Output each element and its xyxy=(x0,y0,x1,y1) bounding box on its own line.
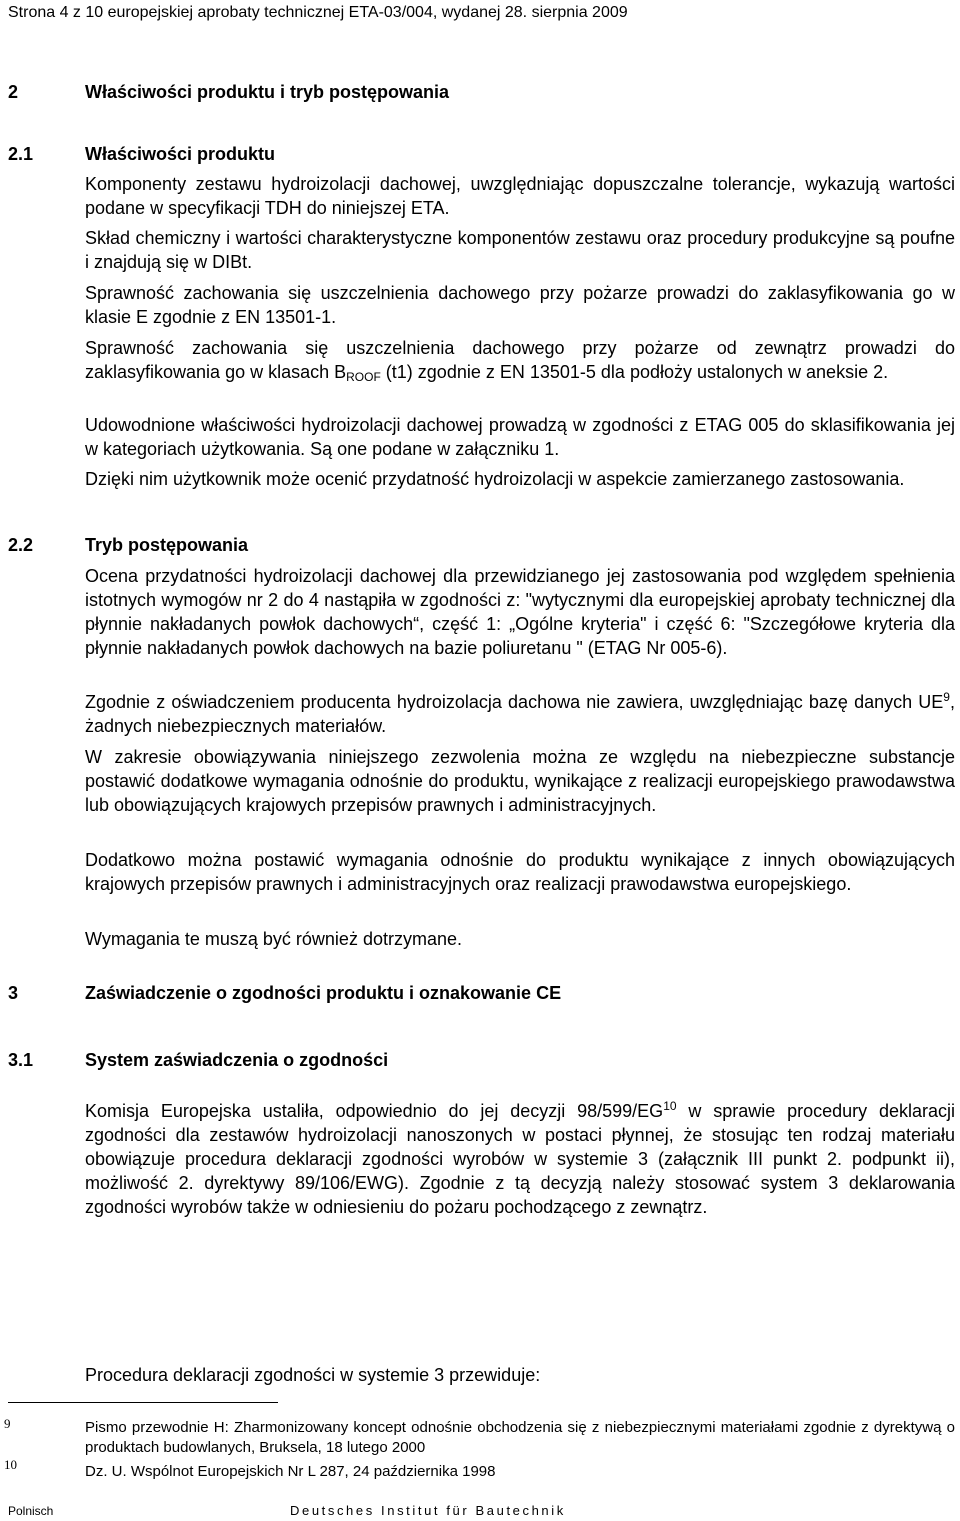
footer-institute: Deutsches Institut für Bautechnik xyxy=(290,1503,566,1518)
paragraph: Sprawność zachowania się uszczelnienia dachowego przy pożarze prowadzi do zaklasyfikowania go w klasie E zgodnie z EN 13501-1. xyxy=(85,283,955,327)
section-number: 2.2 xyxy=(8,535,34,555)
section-number: 3.1 xyxy=(8,1050,34,1070)
paragraph: W zakresie obowiązywania niniejszego zezwolenia można ze względu na niebezpieczne substancje postawić dodatkowe wymagania odnośnie do produktu, wynikające z realizacji europejskiego prawodawstwa lub obowiązujących krajowych przepisów prawnych i administracyjnych. xyxy=(85,747,955,815)
section-number: 3 xyxy=(8,983,19,1003)
paragraph xyxy=(85,1099,955,1219)
footnote-text: Pismo przewodnie H: Zharmonizowany koncept odnośnie obchodzenia się z niebezpiecznymi materiałami zgodnie z dyrektywą o produktach budowlanych, Bruksela, 18 lutego 2000 xyxy=(85,1419,955,1456)
section-title: Właściwości produktu xyxy=(85,144,276,164)
footnote-separator xyxy=(8,1402,278,1403)
footer-language: Polnisch xyxy=(8,1504,54,1518)
paragraph: Komponenty zestawu hydroizolacji dachowej, uwzględniając dopuszczalne tolerancje, wykazują wartości podane w specyfikacji TDH do niniejszej ETA. xyxy=(85,174,955,218)
paragraph: Dodatkowo można postawić wymagania odnośnie do produktu wynikające z innych obowiązujących krajowych przepisów prawnych i administracyjnych oraz realizacji prawodawstwa europejskiego. xyxy=(85,850,955,894)
paragraph-text: Komisja Europejska ustaliła, odpowiednio do jej decyzji 98/599/EG xyxy=(85,1101,664,1121)
paragraph: Udowodnione właściwości hydroizolacji dachowej prowadzą w zgodności z ETAG 005 do sklasifikowania jej w kategoriach użytkowania. Są one podane w załączniku 1. xyxy=(85,415,955,459)
page-header: Strona 4 z 10 europejskiej aprobaty technicznej ETA-03/004, wydanej 28. sierpnia 2009 xyxy=(8,4,628,21)
footnote-number: 10 xyxy=(4,1457,17,1472)
paragraph-text: (t1) zgodnie z EN 13501-5 dla podłoży ustalonych w aneksie 2. xyxy=(380,362,889,382)
paragraph xyxy=(85,690,955,738)
section-title: Zaświadczenie o zgodności produktu i oznakowanie CE xyxy=(85,983,562,1003)
paragraph: Wymagania te muszą być również dotrzymane. xyxy=(85,929,462,949)
paragraph-text: w sprawie procedury deklaracji zgodności dla zestawów hydroizolacji nanoszonych w postaci płynnej, że stosując ten rodzaj materiału obowiązuje procedura deklaracji zgodności wyrobów w systemie 3 (załącznik III punkt 2. podpunkt ii), możliwość 2. dyrektywy 89/106/EWG). Zgodnie z tą decyzją należy stosować system 3 deklarowania zgodności wyrobów także w odniesieniu do pożaru pochodzącego z zewnątrz. xyxy=(85,1101,956,1217)
section-title: System zaświadczenia o zgodności xyxy=(85,1050,389,1070)
paragraph-text: Zgodnie z oświadczeniem producenta hydroizolacja dachowa nie zawiera, uwzględniając bazę danych UE xyxy=(85,692,944,712)
paragraph: Dzięki nim użytkownik może ocenić przydatność hydroizolacji w aspekcie zamierzanego zastosowania. xyxy=(85,469,905,489)
section-title: Tryb postępowania xyxy=(85,535,249,555)
paragraph-text: , żadnych niebezpiecznych materiałów. xyxy=(85,692,955,736)
section-number: 2.1 xyxy=(8,144,34,164)
footnote-text: Dz. U. Wspólnot Europejskich Nr L 287, 24 października 1998 xyxy=(85,1463,496,1480)
paragraph: Skład chemiczny i wartości charakterystyczne komponentów zestawu oraz procedury produkcyjne są poufne i znajdują się w DIBt. xyxy=(85,228,955,272)
paragraph: Procedura deklaracji zgodności w systemie 3 przewiduje: xyxy=(85,1365,541,1385)
section-title: Właściwości produktu i tryb postępowania xyxy=(85,82,450,102)
paragraph: Ocena przydatności hydroizolacji dachowej dla przewidzianego jej zastosowania pod względem spełnienia istotnych wymogów nr 2 do 4 nastąpiła w zgodności z: "wytycznymi dla europejskiej aprobaty technicznej dla płynnie nakładanych powłok dachowych“, część 1: „Ogólne kryteria" i część 6: "Szczegółowe kryteria dla płynnie nakładanych powłok dachowych na bazie poliuretanu " (ETAG Nr 005-6). xyxy=(85,566,955,658)
footnote-number: 9 xyxy=(4,1416,11,1431)
subscript: ROOF xyxy=(346,370,381,384)
footnote-ref: 9 xyxy=(943,690,950,704)
section-number: 2 xyxy=(8,82,19,102)
paragraph xyxy=(85,336,955,384)
paragraph-text: Sprawność zachowania się uszczelnienia dachowego przy pożarze od zewnątrz prowadzi do zaklasyfikowania go w klasach B xyxy=(85,338,955,382)
footnote-ref: 10 xyxy=(663,1099,677,1113)
